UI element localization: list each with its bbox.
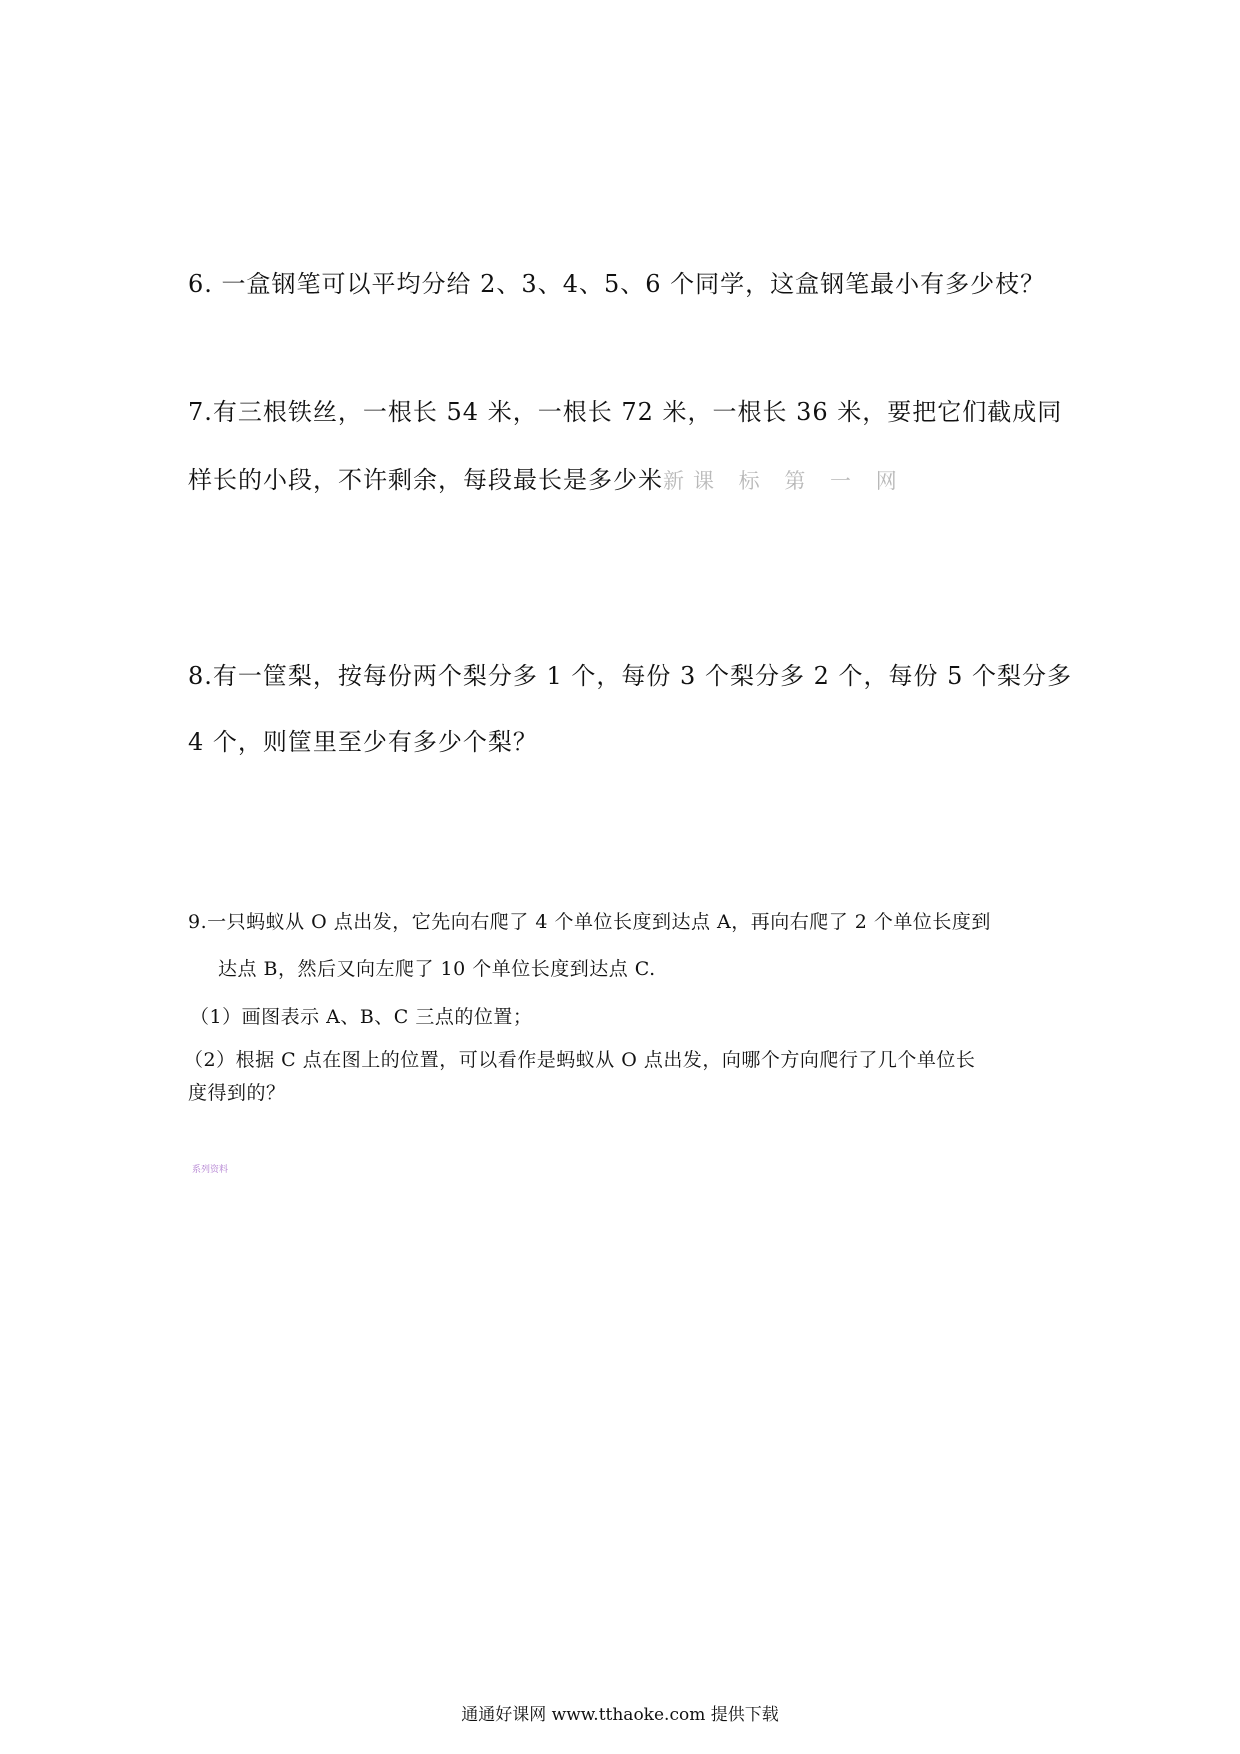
question-9-sub-2-line-2: 度得到的？ xyxy=(188,1082,286,1104)
question-9-sub-2-line-1: （2）根据 C 点在图上的位置，可以看作是蚂蚁从 O 点出发，向哪个方向爬行了几个单位长 xyxy=(184,1049,976,1071)
question-7-line-1: 7.有三根铁丝，一根长 54 米，一根长 72 米，一根长 36 米，要把它们截成同 xyxy=(188,398,1063,426)
question-7-line-2-text: 样长的小段，不许剩余，每段最长是多少米 xyxy=(188,466,663,494)
question-8-line-2: 4 个，则筐里至少有多少个梨？ xyxy=(188,728,538,756)
question-9-line-2: 达点 B，然后又向左爬了 10 个单位长度到达点 C. xyxy=(218,958,656,980)
question-9-sub-1: （1）画图表示 A、B、C 三点的位置； xyxy=(190,1006,533,1028)
question-7-line-2 xyxy=(188,468,906,492)
watermark-text: 新课 标 第 一 网 xyxy=(663,469,906,493)
question-9-line-1: 9.一只蚂蚁从 O 点出发，它先向右爬了 4 个单位长度到达点 A，再向右爬了 2 个单位长度到 xyxy=(188,911,991,933)
small-note: 系列资料 xyxy=(192,1165,229,1175)
question-8-line-1: 8.有一筐梨，按每份两个梨分多 1 个，每份 3 个梨分多 2 个，每份 5 个梨分多 xyxy=(188,662,1073,690)
question-6-line-1: 6. 一盒钢笔可以平均分给 2、3、4、5、6 个同学，这盒钢笔最小有多少枝？ xyxy=(188,270,1046,298)
footer: 通通好课网 www.tthaoke.com 提供下载 xyxy=(461,1705,779,1725)
